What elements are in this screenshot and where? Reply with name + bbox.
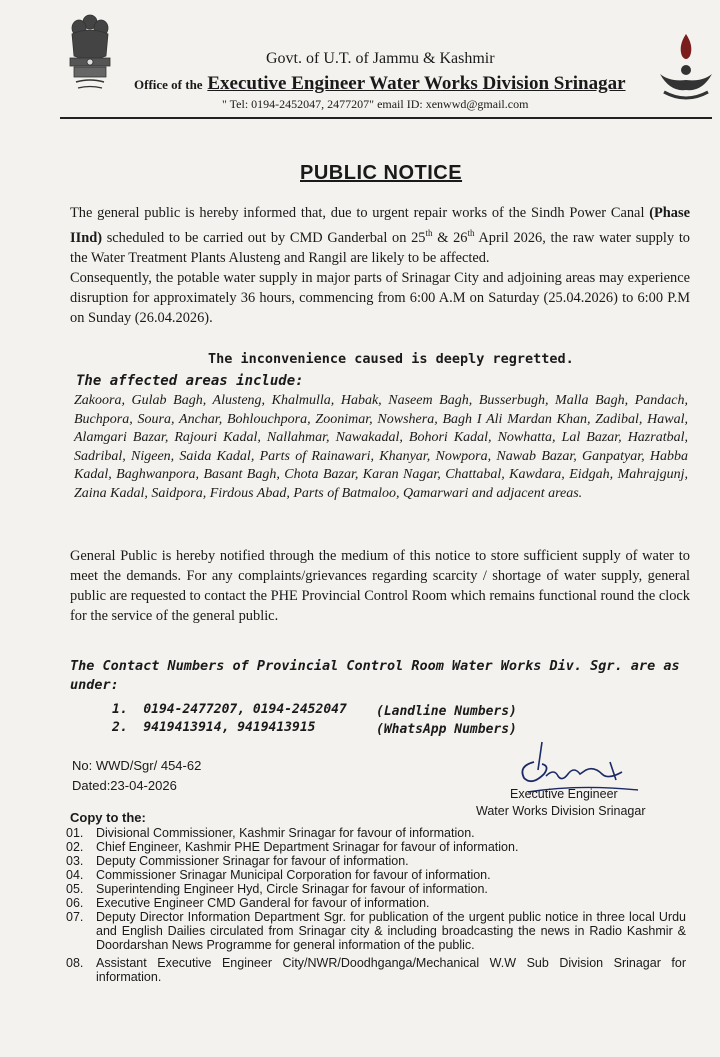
office-name: Executive Engineer Water Works Division Srinagar — [207, 73, 626, 94]
contact-number-type: (WhatsApp Numbers) — [376, 722, 517, 737]
copy-to-item: 05. Superintending Engineer Hyd, Circle Srinagar for favour of information. — [66, 882, 488, 896]
copy-to-item: 06. Executive Engineer CMD Ganderal for favour of information. — [66, 896, 430, 910]
affected-areas-heading: The affected areas include: — [76, 373, 304, 389]
national-emblem-icon — [62, 12, 118, 96]
copy-to-list — [66, 826, 686, 984]
notice-date: Dated:23-04-2026 — [72, 778, 177, 793]
contact-number-type: (Landline Numbers) — [376, 704, 517, 719]
department-logo-icon — [656, 30, 716, 106]
govt-heading: Govt. of U.T. of Jammu & Kashmir — [266, 50, 495, 67]
copy-to-item: 02. Chief Engineer, Kashmir PHE Department Srinagar for favour of information. — [66, 840, 519, 854]
copy-to-heading: Copy to the: — [70, 810, 146, 825]
office-prefix: Office of the — [134, 77, 203, 92]
notice-paragraph-2: Consequently, the potable water supply in major parts of Srinagar City and adjoining areas may experience disruption for approximately 36 hours, commencing from 6:00 A.M on Saturday (25.04.2026) to 6:00 P.M on Sunday (26.04.2026). — [70, 269, 690, 326]
contact-numbers-heading: The Contact Numbers of Provincial Control Room Water Works Div. Sgr. are as under: — [70, 658, 680, 693]
affected-areas-list: Zakoora, Gulab Bagh, Alusteng, Khalmulla, Habak, Naseem Bagh, Busserbugh, Malla Bagh, Pandach, Buchpora, Soura, Anchar, Bohlouchpora, Zoonimar, Nowshera, Bagh I Ali Mardan Khan, Zadibal, Hawal, Alamgari Bazar, Rajouri Kadal, Nallahmar, Nawakadal, Bohori Kadal, Nowhatta, Lal Bazar, Hazratbal, Sadribal, Nigeen, Saida Kadal, Parts of Rainawari, Khanyar, Nowpora, Nawab Bazar, Ganpatyar, Habba Kadal, Baghwanpora, Basant Bagh, Chota Bazar, Karan Nagar, Chattabal, Kawdara, Eidgah, Mahrajgunj, Zaina Kadal, Saidpora, Firdous Abad, Parts of Batmaloo, Qamarwari and adjacent areas. — [74, 393, 688, 501]
copy-to-item: 04. Commissioner Srinagar Municipal Corporation for favour of information. — [66, 868, 491, 882]
copy-to-item: 03. Deputy Commissioner Srinagar for favour of information. — [66, 854, 409, 868]
regret-statement: The inconvenience caused is deeply regretted. — [208, 351, 574, 367]
copy-to-item: 01. Divisional Commissioner, Kashmir Srinagar for favour of information. — [66, 826, 475, 840]
contact-number-row: 2. 9419413914, 9419413915 — [112, 720, 316, 735]
copy-to-item: 08. Assistant Executive Engineer City/NWR/Doodhganga/Mechanical W.W Sub Division Srinagar for information. — [66, 956, 686, 984]
header-divider — [60, 117, 712, 119]
notice-paragraph-1: The general public is hereby informed that, due to urgent repair works of the Sindh Power Canal (Phase IInd) scheduled to be carried out by CMD Ganderbal on 25th & 26th April 2026, the raw water supply to the Water Treatment Plants Alusteng and Rangil are likely to be affected. Consequently, the potable water supply in major parts of Srinagar City and adjoining areas may experience disruption for approximately 36 hours, commencing from 6:00 A.M on Saturday (25.04.2026) to 6:00 P.M on Sunday (26.04.2026). — [70, 205, 691, 326]
landline-numbers: 0194-2477207, 0194-2452047 — [143, 702, 347, 717]
office-contact-line: " Tel: 0194-2452047, 2477207" email ID: xenwwd@gmail.com — [222, 97, 529, 111]
reference-number: No: WWD/Sgr/ 454-62 — [72, 758, 202, 773]
office-heading — [134, 73, 626, 95]
copy-to-item: 07. Deputy Director Information Department Sgr. for publication of the urgent public notice in three local Urdu and English Dailies circulated from Srinagar city & including broadcasting the news in Radio Kashmir & Doordarshan News Programme for general information of the public. — [66, 910, 686, 952]
notice-title: PUBLIC NOTICE — [300, 162, 463, 184]
phase-label: (Phase IInd) — [70, 205, 690, 246]
notice-paragraph-3: General Public is hereby notified through the medium of this notice to store sufficient supply of water to meet the demands. For any complaints/grievances regarding scarcity / shortage of water supply, general public are requested to contact the PHE Provincial Control Room which remains functional round the clock for the service of the general public. — [70, 548, 690, 624]
whatsapp-numbers: 9419413914, 9419413915 — [143, 720, 316, 735]
signatory-designation: Executive Engineer — [510, 787, 618, 801]
contact-number-row: 1. 0194-2477207, 0194-2452047 — [112, 702, 347, 717]
signatory-office: Water Works Division Srinagar — [476, 804, 646, 818]
